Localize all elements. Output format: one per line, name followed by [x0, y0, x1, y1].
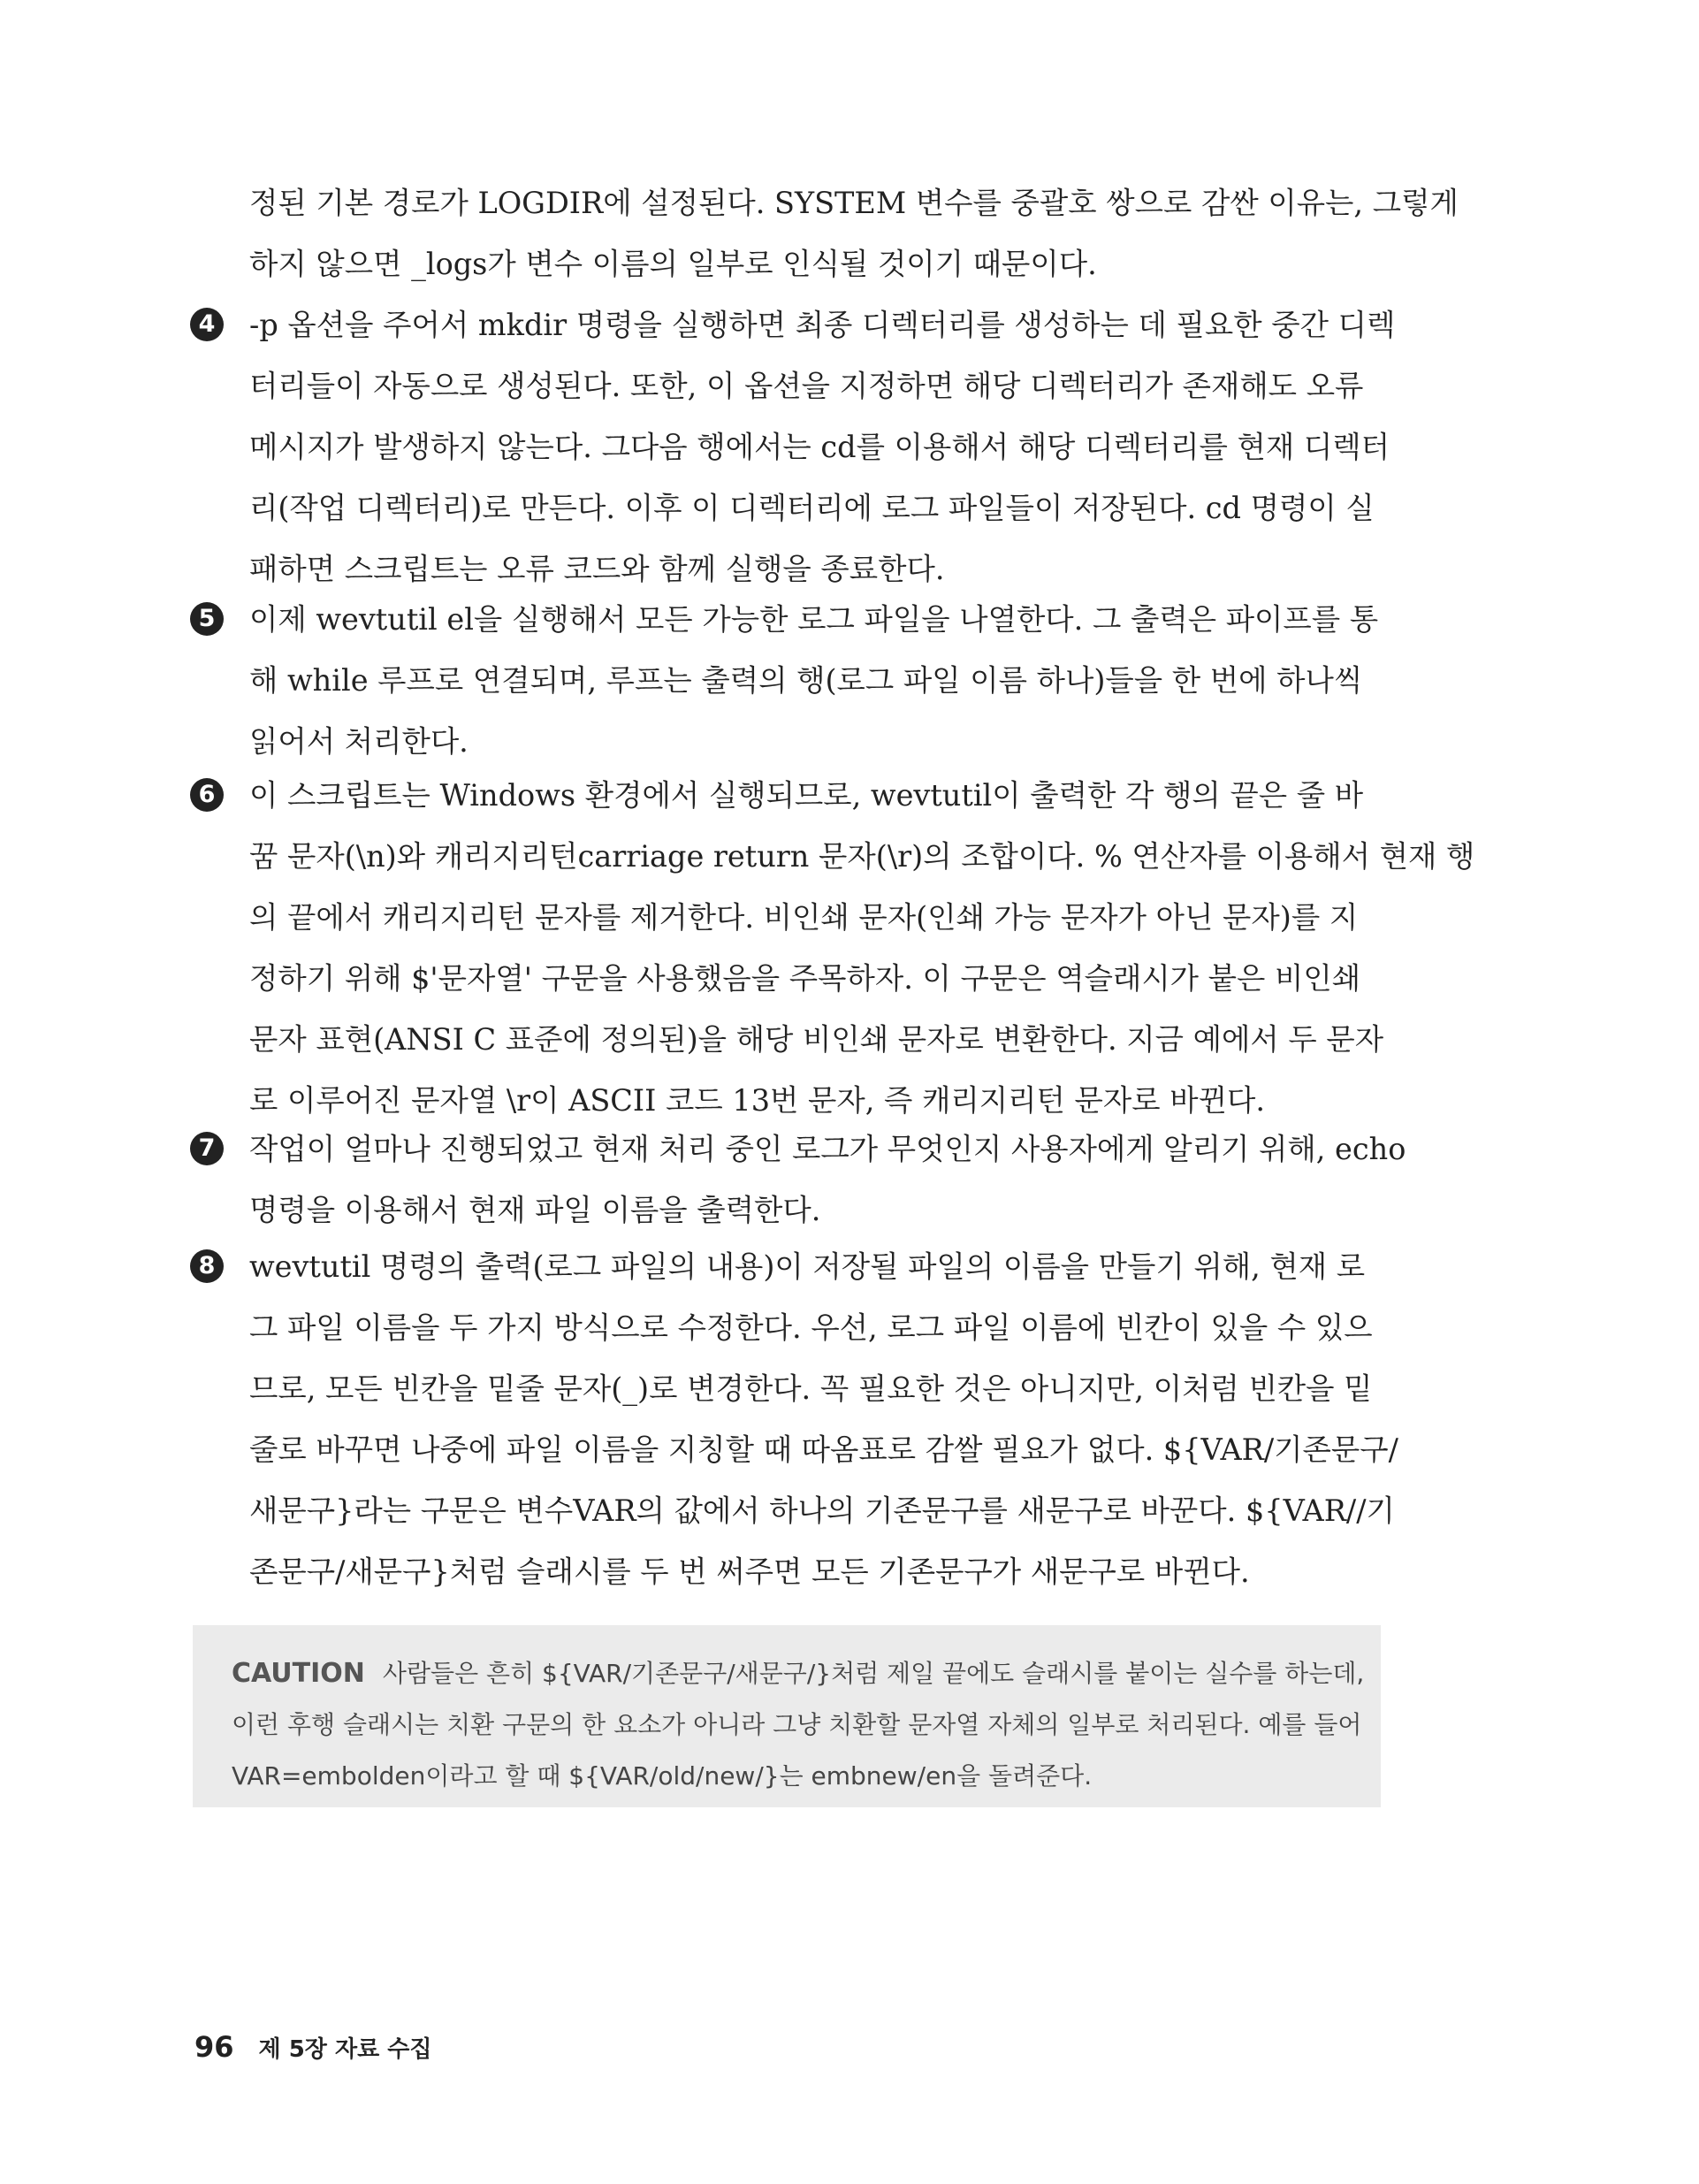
item-line: 리(작업 디렉터리)로 만든다. 이후 이 디렉터리에 로그 파일들이 저장된다. cd 명령이 실: [249, 491, 1375, 525]
caution-line: VAR=embolden이라고 할 때 ${VAR/old/new/}는 embnew/en을 돌려준다.: [232, 1761, 1093, 1791]
item-line: 읽어서 처리한다.: [249, 724, 469, 759]
page-footer: [194, 2030, 431, 2064]
item-line: 새문구}라는 구문은 변수VAR의 값에서 하나의 기존문구를 새문구로 바꾼다. ${VAR//기: [249, 1493, 1395, 1528]
item-line: 므로, 모든 빈칸을 밑줄 문자(_)로 변경한다. 꼭 필요한 것은 아니지만, 이처럼 빈칸을 밑: [249, 1371, 1373, 1406]
callout-number: 4: [190, 308, 224, 341]
page-number: 96: [194, 2030, 234, 2064]
intro-line: 하지 않으면 _logs가 변수 이름의 일부로 인식될 것이기 때문이다.: [249, 247, 1097, 281]
item-line: 메시지가 발생하지 않는다. 그다음 행에서는 cd를 이용해서 해당 디렉터리를 현재 디렉터: [249, 430, 1390, 464]
caution-box: [193, 1625, 1381, 1807]
chapter-title: 제 5장 자료 수집: [258, 2036, 432, 2063]
item-line: 줄로 바꾸면 나중에 파일 이름을 지칭할 때 따옴표로 감쌀 필요가 없다. ${VAR/기존문구/: [249, 1432, 1398, 1467]
item-line: 해 while 루프로 연결되며, 루프는 출력의 행(로그 파일 이름 하나)들을 한 번에 하나씩: [249, 663, 1363, 698]
item-line: -p 옵션을 주어서 mkdir 명령을 실행하면 최종 디렉터리를 생성하는 데 필요한 중간 디렉: [249, 308, 1396, 342]
caution-line: 이런 후행 슬래시는 치환 구문의 한 요소가 아니라 그냥 치환할 문자열 자체의 일부로 처리된다. 예를 들어: [232, 1710, 1362, 1739]
item-line: 그 파일 이름을 두 가지 방식으로 수정한다. 우선, 로그 파일 이름에 빈칸이 있을 수 있으: [249, 1310, 1373, 1345]
item-line: 이제 wevtutil el을 실행해서 모든 가능한 로그 파일을 나열한다. 그 출력은 파이프를 통: [249, 602, 1379, 637]
item-line: 문자 표현(ANSI C 표준에 정의된)을 해당 비인쇄 문자로 변환한다. 지금 예에서 두 문자: [249, 1022, 1384, 1057]
item-line: 터리들이 자동으로 생성된다. 또한, 이 옵션을 지정하면 해당 디렉터리가 존재해도 오류: [249, 369, 1364, 403]
caution-text: 사람들은 흔히 ${VAR/기존문구/새문구/}처럼 제일 끝에도 슬래시를 붙이는 실수를 하는데,: [382, 1659, 1365, 1688]
item-line: 작업이 얼마나 진행되었고 현재 처리 중인 로그가 무엇인지 사용자에게 알리기 위해, echo: [249, 1132, 1406, 1166]
item-line: 이 스크립트는 Windows 환경에서 실행되므로, wevtutil이 출력한 각 행의 끝은 줄 바: [249, 778, 1364, 813]
item-line: 정하기 위해 $'문자열' 구문을 사용했음을 주목하자. 이 구문은 역슬래시가 붙은 비인쇄: [249, 961, 1361, 996]
callout-number: 7: [190, 1132, 224, 1165]
item-line: 의 끝에서 캐리지리턴 문자를 제거한다. 비인쇄 문자(인쇄 가능 문자가 아닌 문자)를 지: [249, 900, 1359, 935]
caution-label: CAUTION: [232, 1658, 365, 1689]
item-line: 패하면 스크립트는 오류 코드와 함께 실행을 종료한다.: [249, 552, 945, 586]
item-line: 로 이루어진 문자열 \r이 ASCII 코드 13번 문자, 즉 캐리지리턴 문자로 바뀐다.: [249, 1083, 1265, 1118]
callout-number: 8: [190, 1249, 224, 1283]
intro-line: 정된 기본 경로가 LOGDIR에 설정된다. SYSTEM 변수를 중괄호 쌍으로 감싼 이유는, 그렇게: [249, 186, 1459, 220]
item-line: 존문구/새문구}처럼 슬래시를 두 번 써주면 모든 기존문구가 새문구로 바뀐다.: [249, 1554, 1250, 1589]
callout-number: 6: [190, 778, 224, 812]
caution-line: [232, 1648, 1364, 1699]
item-line: 꿈 문자(\n)와 캐리지리턴carriage return 문자(\r)의 조합이다. % 연산자를 이용해서 현재 행: [249, 839, 1475, 874]
item-line: 명령을 이용해서 현재 파일 이름을 출력한다.: [249, 1193, 821, 1227]
item-line: wevtutil 명령의 출력(로그 파일의 내용)이 저장될 파일의 이름을 만들기 위해, 현재 로: [249, 1249, 1366, 1284]
intro-paragraph: [249, 172, 1459, 294]
callout-number: 5: [190, 602, 224, 636]
